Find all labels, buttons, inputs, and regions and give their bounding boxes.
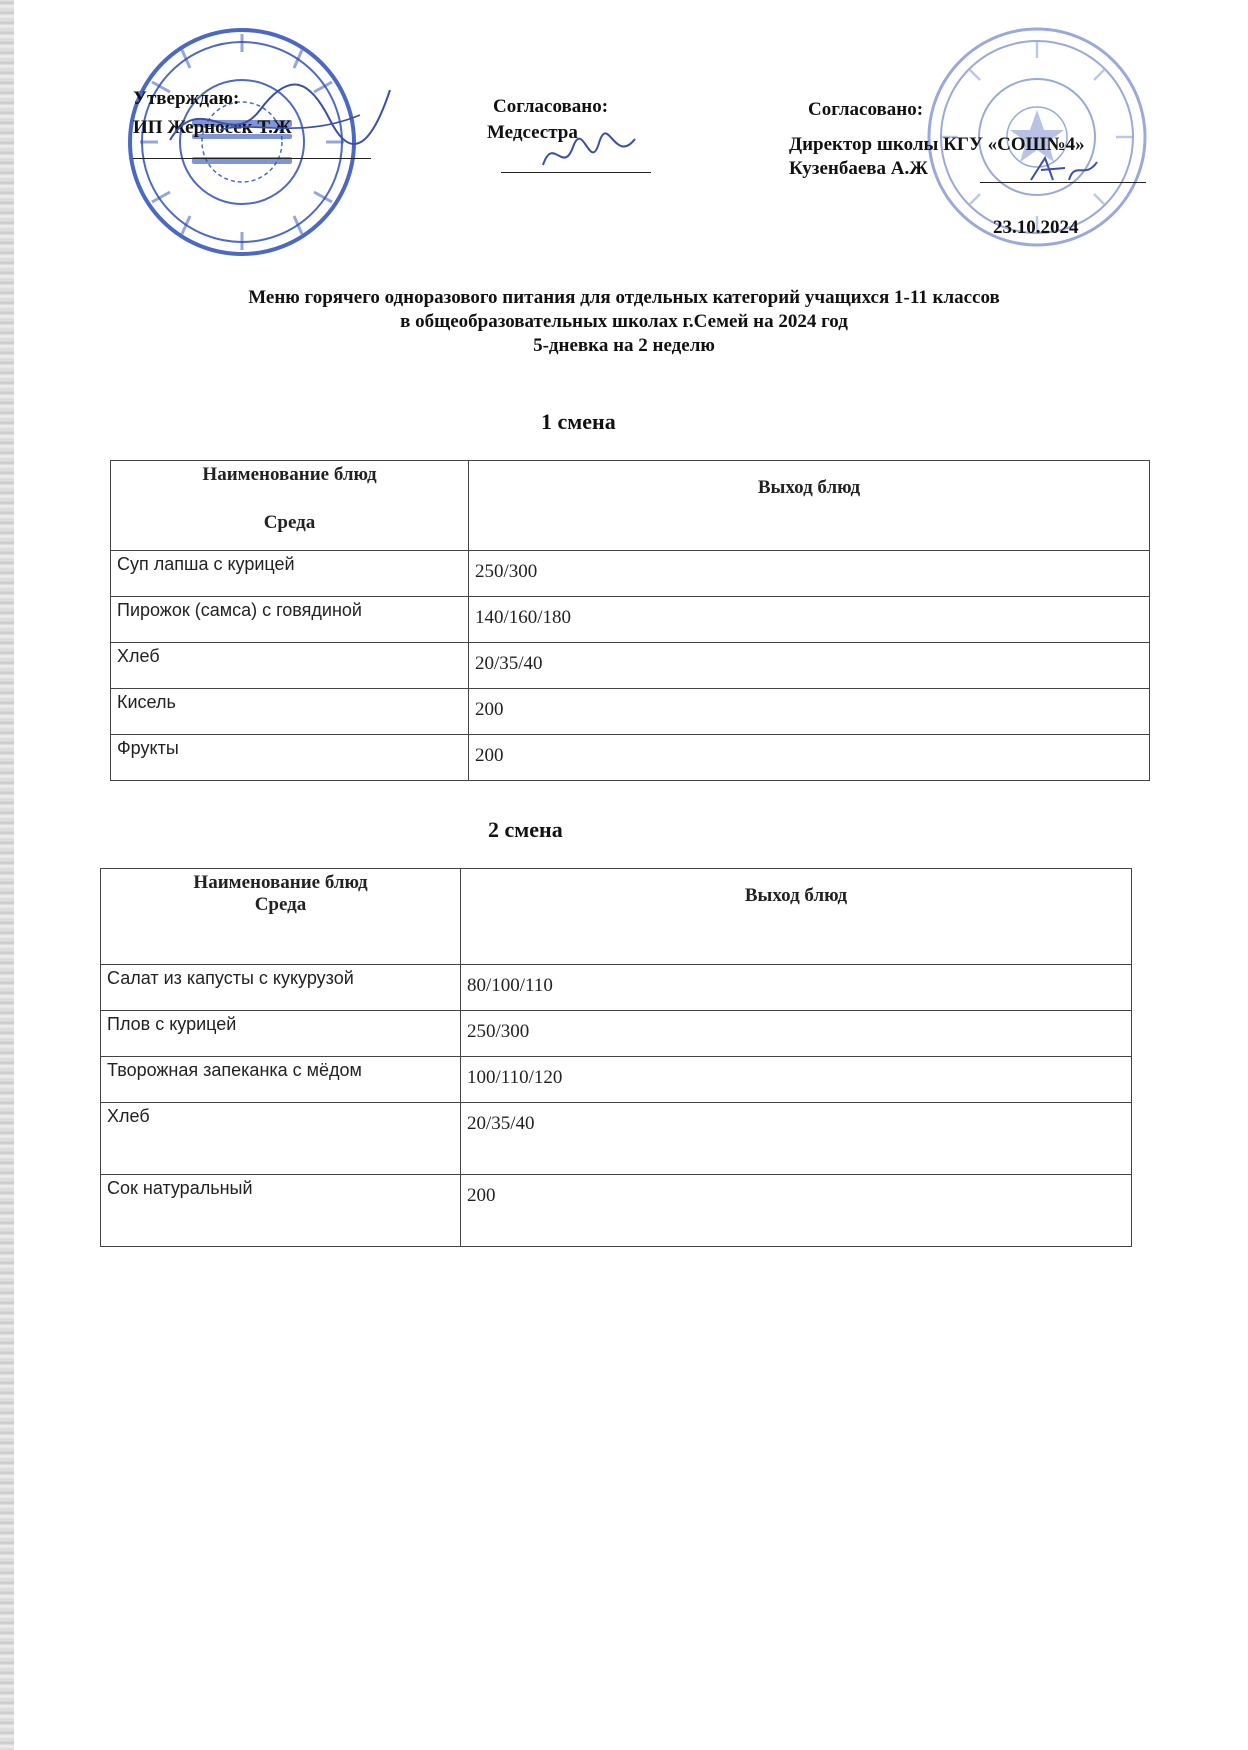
dish-yield: 80/100/110 [461,965,1132,1011]
dish-name: Фрукты [111,735,469,781]
dish-yield: 20/35/40 [461,1103,1132,1175]
dish-yield: 140/160/180 [469,597,1150,643]
approve-label: Утверждаю: [133,88,240,109]
yield-header: Выход блюд [469,461,1150,551]
table-row [111,643,1150,689]
dish-name: Хлеб [111,643,469,689]
dish-name: Творожная запеканка с мёдом [101,1057,461,1103]
table-row [101,1057,1132,1103]
table-header-row [101,869,1132,965]
table-row [111,689,1150,735]
table-row [101,1011,1132,1057]
director-signature-icon [1025,150,1105,190]
table-row [111,597,1150,643]
dish-name: Хлеб [101,1103,461,1175]
shift-2-table [100,868,1132,1247]
dish-name: Кисель [111,689,469,735]
shift-1-title: 1 смена [541,409,616,434]
title-line-3: 5-дневка на 2 неделю [533,335,715,356]
dish-yield: 20/35/40 [469,643,1150,689]
dish-name-header-label: Наименование блюд [193,872,368,893]
table-row [111,551,1150,597]
scan-edge [0,0,14,1750]
dish-name-header-label: Наименование блюд [202,464,377,485]
table-header-row [111,461,1150,551]
nurse-signature-icon [535,125,645,185]
dish-name: Суп лапша с курицей [111,551,469,597]
table-row [101,965,1132,1011]
dish-name: Салат из капусты с кукурузой [101,965,461,1011]
dish-yield: 200 [469,689,1150,735]
dish-name-header [101,869,461,965]
director-label: Директор школы КГУ «СОШ№4» [789,134,1085,155]
table-row [101,1175,1132,1247]
table-row [101,1103,1132,1175]
dish-yield: 200 [461,1175,1132,1247]
agreed-label-nurse: Согласовано: [493,96,609,117]
dish-yield: 250/300 [469,551,1150,597]
dish-name: Плов с курицей [101,1011,461,1057]
weekday-label: Среда [254,894,307,915]
document-title [0,286,1248,358]
director-name: Кузенбаева А.Ж [789,158,929,179]
table-row [111,735,1150,781]
title-line-1: Меню горячего одноразового питания для отдельных категорий учащихся 1-11 классов [248,287,1000,308]
dish-name-header [111,461,469,551]
signature-icon [160,70,400,160]
dish-name: Сок натуральный [101,1175,461,1247]
agreed-label-director: Согласовано: [808,99,924,120]
title-line-2: в общеобразовательных школах г.Семей на 2024 год [400,311,848,332]
weekday-label: Среда [263,512,316,533]
dish-name: Пирожок (самса) с говядиной [111,597,469,643]
approval-date: 23.10.2024 [993,217,1079,238]
yield-header: Выход блюд [461,869,1132,965]
nurse-label: Медсестра [487,122,578,143]
dish-yield: 100/110/120 [461,1057,1132,1103]
shift-1-table [110,460,1150,781]
shift-2-title: 2 смена [488,817,563,842]
dish-yield: 250/300 [461,1011,1132,1057]
approver-name: ИП Жерносек Т.Ж [133,117,292,138]
dish-yield: 200 [469,735,1150,781]
